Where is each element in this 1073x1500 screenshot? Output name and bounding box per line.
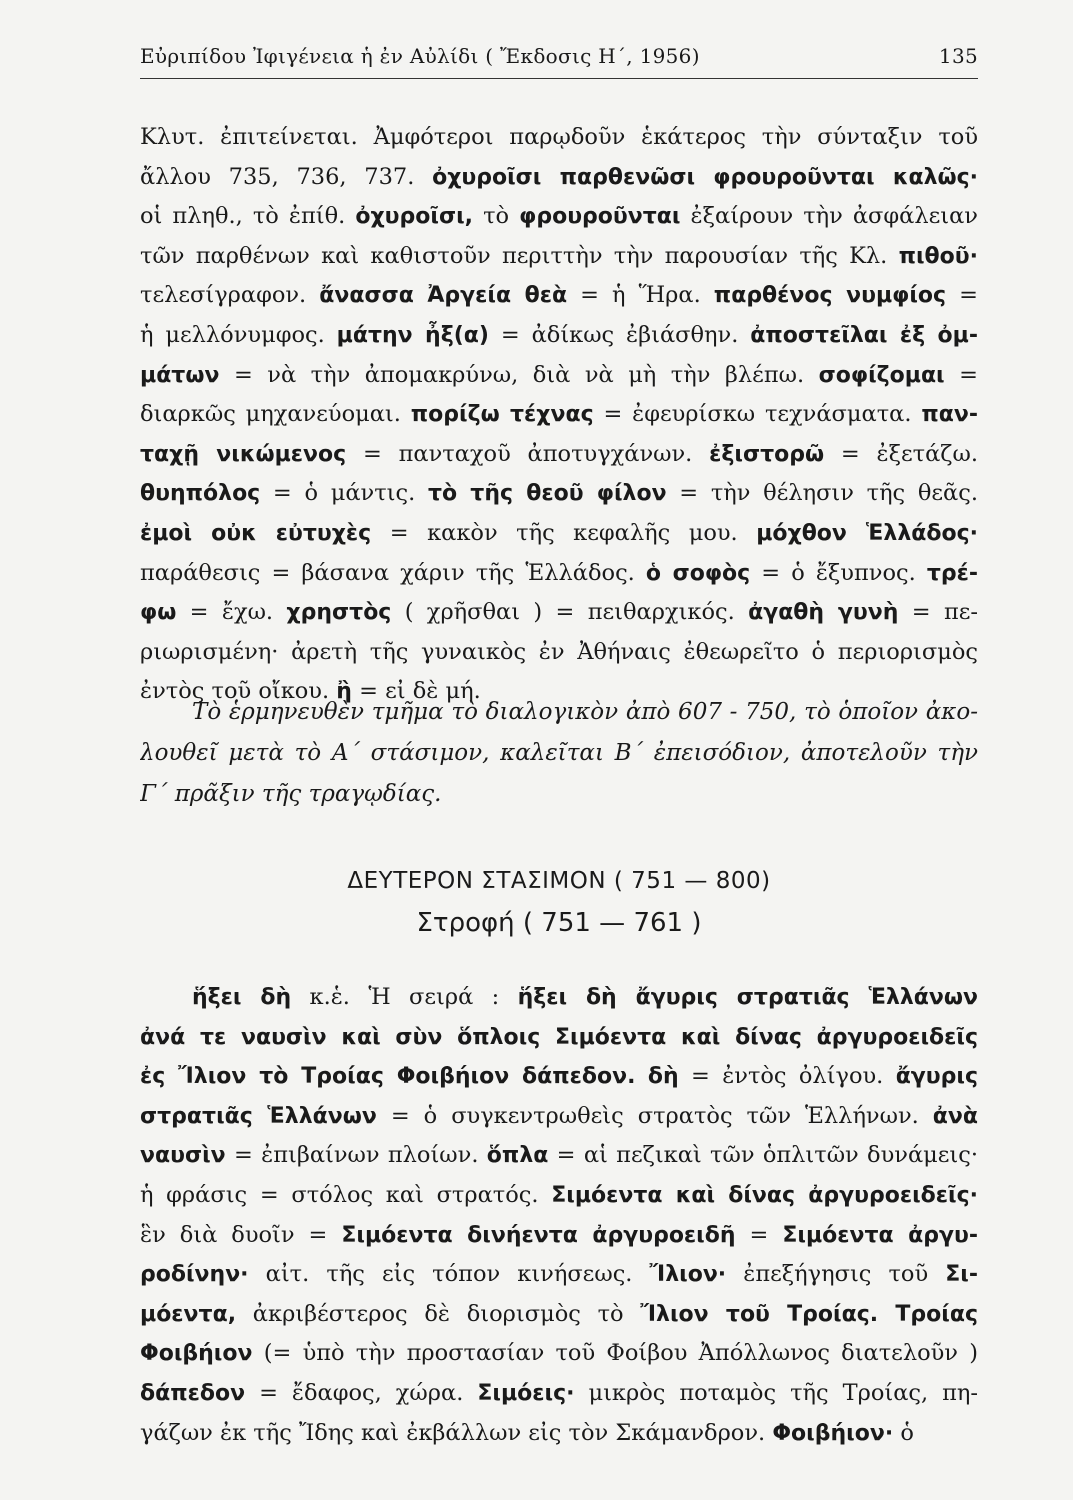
bold-term: ἀνά τε ναυσὶν καὶ σὺν ὅπλοις Σιμόεντα καὶ δίνας ἀργυροειδεῖς	[140, 1024, 978, 1050]
bold-term: ἐμοὶ οὐκ εὐτυχὲς	[140, 520, 372, 546]
bold-term: ταχῇ νικώμενος	[140, 441, 347, 467]
text-run: Γ΄ πρᾶξιν τῆς τραγῳδίας.	[140, 781, 442, 807]
text-line	[140, 514, 978, 554]
bold-term: Σιμόεις·	[477, 1380, 575, 1406]
bold-term: Σιμόεντα ἀργυ-	[782, 1222, 978, 1248]
text-line	[140, 1255, 978, 1295]
bold-term: δάπεδον	[140, 1380, 246, 1406]
text-line	[140, 1374, 978, 1414]
text-line	[140, 197, 978, 237]
text-run: Κλυτ. ἐπιτείνεται. Ἀμφότεροι παρῳδοῦν ἑκάτερος τὴν σύνταξιν τοῦ	[140, 124, 978, 150]
text-run: ἡ μελλόνυμφος.	[140, 321, 337, 348]
bold-term: μάτην ἦξ(α)	[336, 322, 489, 348]
text-run: (= ὑπὸ τὴν προστασίαν τοῦ Φοίβου Ἀπόλλωνος διατελοῦν )	[252, 1340, 978, 1367]
text-line	[140, 692, 978, 733]
text-run: ἐξαίρουν τὴν ἀσφάλειαν	[680, 203, 978, 230]
text-run: αἰτ. τῆς εἰς τόπον κινήσεως.	[248, 1261, 650, 1288]
text-line	[140, 978, 978, 1018]
commentary-paragraph	[140, 978, 978, 1453]
bold-term: φω	[140, 600, 177, 626]
text-run: = ἐξετάζω.	[824, 440, 978, 467]
section-title: ΔΕΥΤΕΡΟΝ ΣΤΑΣΙΜΟΝ ( 751 — 800)	[347, 868, 771, 894]
text-run: μικρὸς ποταμὸς τῆς Τροίας, πη-	[574, 1379, 978, 1406]
bold-term: ἐξιστορῶ	[709, 441, 825, 467]
bold-term: στρατιᾶς Ἑλλάνων	[140, 1103, 377, 1129]
text-run: ἡ φράσις = στόλος καὶ στρατός.	[140, 1181, 552, 1208]
text-run: = ἀδίκως ἐβιάσθην.	[488, 321, 751, 348]
text-line	[140, 435, 978, 475]
text-run: = πε-	[898, 599, 978, 626]
text-run: ὁ	[893, 1419, 914, 1446]
text-run: = ἔδαφος, χώρα.	[245, 1379, 478, 1406]
running-header	[140, 44, 978, 79]
bold-term: ἀποστεῖλαι ἐξ ὀμ-	[750, 322, 978, 348]
bold-term: Ἴλιον·	[649, 1262, 727, 1288]
text-line	[140, 1414, 978, 1454]
summary-paragraph	[140, 692, 978, 815]
text-line	[140, 593, 978, 633]
text-line	[140, 733, 978, 774]
text-run: = εἰ δὲ μή.	[351, 678, 481, 705]
text-run: =	[946, 282, 978, 309]
bold-term: χρηστὸς	[286, 600, 392, 626]
bold-term: θυηπόλος	[140, 481, 261, 507]
subsection-title: Στροφή ( 751 — 761 )	[416, 908, 702, 938]
bold-term: ἄγυρις	[895, 1064, 978, 1090]
text-run: οἱ πληθ., τὸ ἐπίθ.	[140, 203, 356, 230]
text-run: = νὰ τὴν ἀπομακρύνω, διὰ νὰ μὴ τὴν βλέπω.	[219, 361, 819, 388]
bold-term: ἀγαθὴ γυνὴ	[748, 600, 899, 626]
text-run: τῶν παρθένων καὶ καθιστοῦν περιττὴν τὴν παρουσίαν τῆς Κλ.	[140, 242, 899, 269]
text-run	[636, 1063, 648, 1089]
text-run: = ὁ ἔξυπνος.	[750, 559, 927, 586]
text-line	[140, 158, 978, 198]
text-run: = ὁ μάντις.	[260, 480, 428, 507]
text-run: τελεσίγραφον.	[140, 282, 320, 309]
text-run: =	[944, 361, 978, 388]
text-run: ριωρισμένη· ἀρετὴ τῆς γυναικὸς ἐν Ἀθήναις ἐθεωρεῖτο ὁ περιορισμὸς	[140, 638, 978, 665]
text-run: = ὁ συγκεντρωθεὶς στρατὸς τῶν Ἑλλήνων.	[376, 1102, 933, 1129]
bold-term: ἥξει δὴ	[192, 985, 292, 1010]
text-line	[140, 554, 978, 594]
text-line	[140, 1295, 978, 1335]
text-run: ἀκριβέστερος δὲ διορισμὸς τὸ	[236, 1300, 641, 1327]
text-run: = κακὸν τῆς κεφαλῆς μου.	[371, 519, 757, 546]
text-run: = ἐντὸς ὀλίγου.	[678, 1063, 896, 1090]
text-run: ( χρῆσθαι ) = πειθαρχικός.	[391, 599, 749, 626]
text-run: κ.ἑ. Ἡ σειρά :	[291, 984, 518, 1010]
text-run: λουθεῖ μετὰ τὸ Α΄ στάσιμον, καλεῖται Β΄ ἐπεισόδιον, ἀποτελοῦν τὴν	[140, 740, 978, 766]
text-line	[140, 316, 978, 356]
text-run: ἐπεξήγησις τοῦ	[726, 1261, 946, 1288]
bold-term: ὅπλα	[486, 1143, 549, 1169]
bold-term: Σιμόεντα καὶ δίνας ἀργυροειδεῖς·	[551, 1182, 978, 1208]
text-line	[140, 237, 978, 277]
bold-term: τρέ-	[926, 560, 978, 586]
bold-term: σοφίζομαι	[818, 362, 945, 388]
text-line	[140, 774, 978, 815]
text-run: γάζων ἐκ τῆς Ἴδης καὶ ἐκβάλλων εἰς τὸν Σκάμανδρον.	[140, 1419, 773, 1446]
text-line	[140, 1136, 978, 1176]
text-line	[140, 118, 978, 158]
bold-term: πορίζω τέχνας	[410, 402, 594, 428]
text-line	[140, 356, 978, 396]
bold-term: Φοιβήιον·	[772, 1420, 894, 1446]
text-run: = πανταχοῦ ἀποτυγχάνων.	[346, 440, 710, 467]
text-line	[140, 395, 978, 435]
text-run: = τὴν θέλησιν τῆς θεᾶς.	[666, 480, 978, 507]
page-number: 135	[938, 44, 978, 68]
bold-term: Φοιβήιον	[140, 1341, 253, 1367]
text-line	[140, 474, 978, 514]
bold-term: παν-	[921, 402, 978, 428]
text-line	[140, 1216, 978, 1256]
text-run: =	[735, 1221, 783, 1248]
text-run: ἐντὸς τοῦ οἴκου.	[140, 678, 337, 705]
bold-term: ἥξει δὴ ἄγυρις στρατιᾶς Ἑλλάνων	[517, 985, 978, 1010]
text-run: παράθεσις = βάσανα χάριν τῆς Ἑλλάδος.	[140, 559, 646, 586]
text-run: ἄλλου 735, 736, 737.	[140, 163, 433, 190]
bold-term: Σι-	[945, 1262, 978, 1288]
glossary-paragraph	[140, 118, 978, 712]
bold-term: ἄνασσα Ἀργεία θεὰ	[319, 283, 568, 309]
running-title: Εὐριπίδου Ἰφιγένεια ἡ ἐν Αὐλίδι ( Ἔκδοσις Η΄, 1956)	[140, 44, 700, 68]
bold-term: ἢ	[336, 679, 352, 705]
text-line	[140, 276, 978, 316]
text-line	[140, 1334, 978, 1374]
text-run: διαρκῶς μηχανεύομαι.	[140, 401, 411, 428]
text-run: τὸ	[473, 203, 520, 230]
bold-term: ὀχυροῖσι παρθενῶσι φρουροῦνται καλῶς·	[432, 164, 978, 190]
text-run: ἓν διὰ δυοῖν =	[140, 1221, 342, 1248]
bold-term: μόχθον Ἑλλάδος·	[756, 520, 978, 546]
bold-term: πιθοῦ·	[898, 243, 978, 269]
text-run: = ἐπιβαίνων πλοίων.	[225, 1142, 487, 1169]
bold-term: ἐς Ἴλιον τὸ Τροίας Φοιβήιον δάπεδον.	[140, 1064, 636, 1090]
text-line	[140, 633, 978, 673]
bold-term: μόεντα,	[140, 1301, 237, 1327]
bold-term: παρθένος νυμφίος	[713, 283, 947, 309]
bold-term: δὴ	[647, 1064, 679, 1090]
text-run: = ἔχω.	[176, 599, 287, 626]
bold-term: Ἴλιον τοῦ Τροίας. Τροίας	[640, 1301, 978, 1327]
text-run: = ἡ Ἥρα.	[567, 282, 714, 309]
text-line	[140, 1097, 978, 1137]
bold-term: ροδίνην·	[140, 1262, 249, 1288]
bold-term: ἀνὰ	[932, 1103, 978, 1129]
bold-term: ναυσὶν	[140, 1143, 226, 1169]
text-run: = ἐφευρίσκω τεχνάσματα.	[593, 401, 922, 428]
text-line	[140, 1018, 978, 1058]
text-run: Τὸ ἑρμηνευθὲν τμῆμα τὸ διαλογικὸν ἀπὸ 607 - 750, τὸ ὁποῖον ἀκο-	[192, 699, 978, 725]
text-run: = αἱ πεζικαὶ τῶν ὁπλιτῶν δυνάμεις·	[548, 1142, 978, 1169]
text-line	[140, 1176, 978, 1216]
bold-term: ὁ σοφὸς	[645, 560, 751, 586]
bold-term: ὀχυροῖσι,	[355, 204, 474, 230]
bold-term: μάτων	[140, 362, 220, 388]
bold-term: φρουροῦνται	[519, 204, 681, 230]
text-line	[140, 1057, 978, 1097]
bold-term: τὸ τῆς θεοῦ φίλον	[427, 481, 667, 507]
bold-term: Σιμόεντα δινήεντα ἀργυροειδῆ	[341, 1222, 736, 1248]
